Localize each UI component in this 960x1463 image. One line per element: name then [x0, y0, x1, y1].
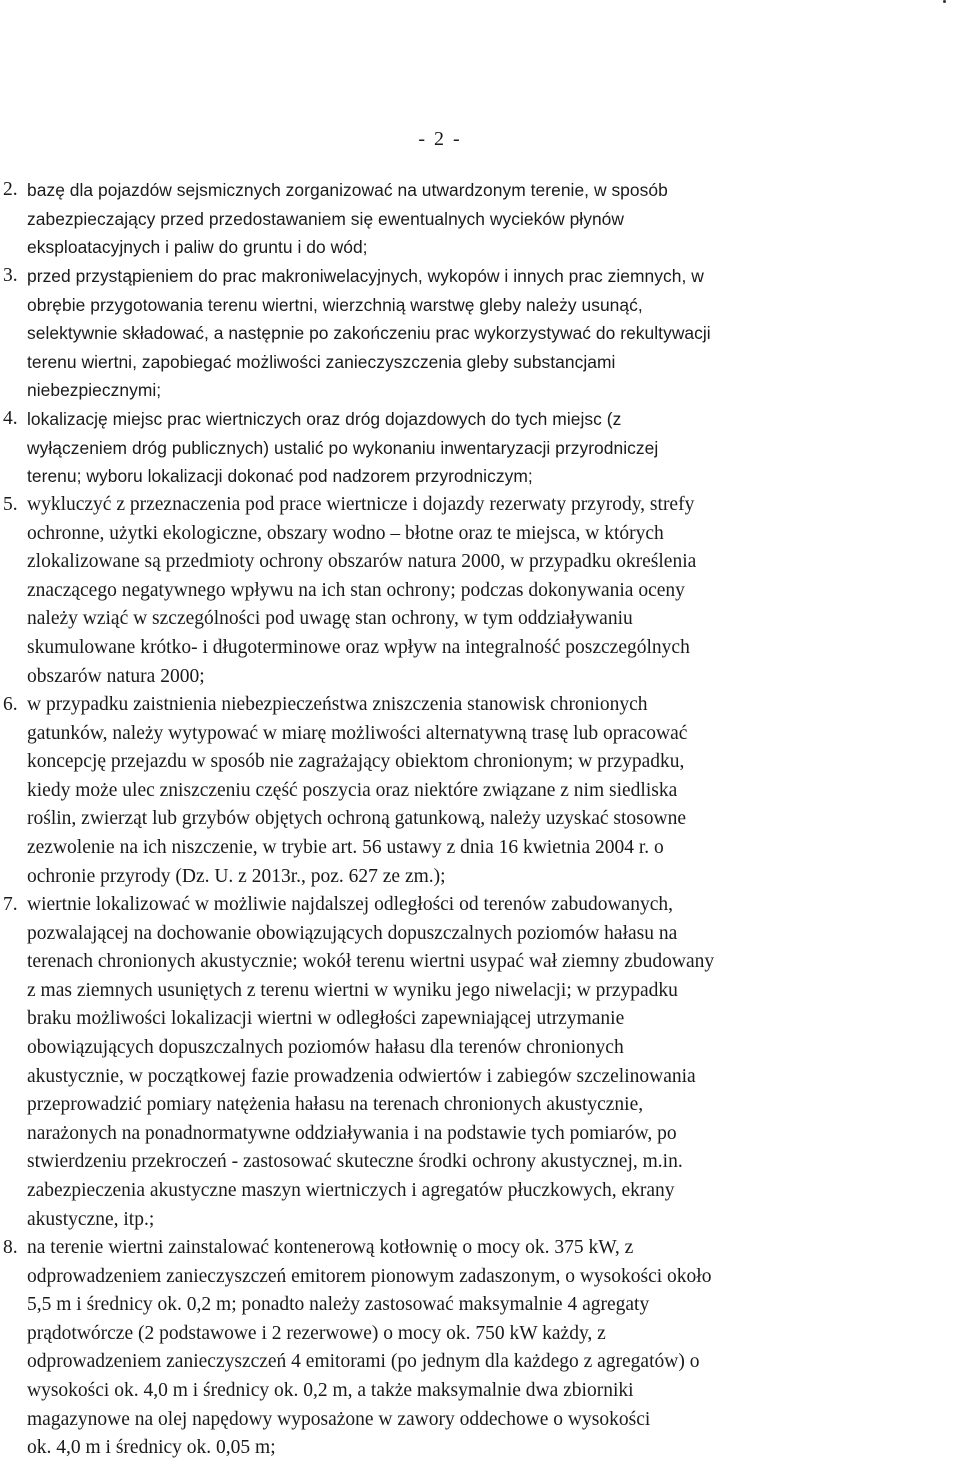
list-item-number: 4. — [3, 408, 18, 429]
list-item-line: akustycznie, w początkowej fazie prowadzenia odwiertów i zabiegów szczelinowania — [27, 1065, 696, 1087]
list-item-line: w przypadku zaistnienia niebezpieczeństwa zniszczenia stanowisk chronionych — [27, 694, 648, 715]
list-item-line: obrębie przygotowania terenu wiertni, wierzchnią warstwę gleby należy usunąć, — [27, 294, 643, 315]
list-item-line: lokalizację miejsc prac wiertniczych oraz dróg dojazdowych do tych miejsc (z — [27, 409, 622, 429]
list-item-line: zabezpieczający przed przedostawaniem się ewentualnych wycieków płynów — [27, 208, 625, 229]
list-item-line: eksploatacyjnych i paliw do gruntu i do wód; — [27, 237, 368, 258]
list-item-line: 5,5 m i średnicy ok. 0,2 m; ponadto należy zastosować maksymalnie 4 agregaty — [27, 1294, 650, 1316]
page-number: - 2 - — [418, 128, 462, 150]
list-item-line: terenu wiertni, zapobiegać możliwości zanieczyszczenia gleby substancjami — [27, 351, 616, 372]
list-item-line: ochronie przyrody (Dz. U. z 2013r., poz. 627 ze zm.); — [27, 865, 446, 887]
list-item-line: zezwolenie na ich niszczenie, w trybie art. 56 ustawy z dnia 16 kwietnia 2004 r. o — [27, 836, 664, 858]
list-item-line: gatunków, należy wytypować w miarę możliwości alternatywną trasę lub opracować — [27, 722, 688, 744]
list-item-line: zabezpieczenia akustyczne maszyn wiertniczych i agregatów płuczkowych, ekrany — [27, 1179, 675, 1201]
list-item-line: wykluczyć z przeznaczenia pod prace wiertnicze i dojazdy rezerwaty przyrody, strefy — [27, 494, 695, 515]
list-item — [0, 1234, 900, 1463]
list-item-line: koncepcję przejazdu w sposób nie zagrażający obiektom chronionym; w przypadku, — [27, 751, 685, 773]
list-item-line: terenu; wyboru lokalizacji dokonać pod nadzorem przyrodniczym; — [27, 466, 533, 487]
list-item-number: 6. — [3, 694, 18, 715]
list-item-line: pozwalającej na dochowanie obowiązujących dopuszczalnych poziomów hałasu na — [27, 922, 678, 944]
list-item-number: 3. — [3, 265, 18, 286]
list-item-line: stwierdzeniu przekroczeń - zastosować skuteczne środki ochrony akustycznej, m.in. — [27, 1151, 683, 1173]
list-item-line: akustyczne, itp.; — [27, 1208, 155, 1230]
list-item-line: zlokalizowane są przedmioty ochrony obszarów natura 2000, w przypadku określenia — [27, 551, 697, 573]
list-item-line: odprowadzeniem zanieczyszczeń 4 emitorami (po jednym dla każdego z agregatów) o — [27, 1351, 700, 1373]
list-item-line: niebezpiecznymi; — [27, 380, 162, 401]
list-item-line: wyłączeniem dróg publicznych) ustalić po wykonaniu inwentaryzacji przyrodniczej — [27, 437, 659, 458]
list-item-line: bazę dla pojazdów sejsmicznych zorganizować na utwardzonym terenie, w sposób — [27, 180, 668, 200]
list-item — [0, 691, 900, 891]
list-item-line: skumulowane krótko- i długoterminowe oraz wpływ na integralność poszczególnych — [27, 636, 690, 658]
list-item-line: selektywnie składować, a następnie po zakończeniu prac wykorzystywać do rekultywacji — [27, 323, 711, 344]
list-item-line: roślin, zwierząt lub grzybów objętych ochroną gatunkową, należy uzyskać stosowne — [27, 808, 687, 830]
list-item-line: z mas ziemnych usuniętych z terenu wiertni w wyniku jego niwelacji; w przypadku — [27, 979, 678, 1001]
list-item-number: 5. — [3, 494, 18, 515]
scan-speck — [943, 0, 946, 3]
list-item — [0, 491, 900, 691]
list-item-number: 7. — [3, 894, 18, 915]
list-item-line: wysokości ok. 4,0 m i średnicy ok. 0,2 m, a także maksymalnie dwa zbiorniki — [27, 1379, 634, 1401]
list-item-line: na terenie wiertni zainstalować kontenerową kotłownię o mocy ok. 375 kW, z — [27, 1237, 634, 1258]
list-item-line: ok. 4,0 m i średnicy ok. 0,05 m; — [27, 1437, 276, 1459]
list-item-line: ochronne, użytki ekologiczne, obszary wodno – błotne oraz te miejsca, w których — [27, 522, 664, 544]
list-item-line: obowiązujących dopuszczalnych poziomów hałasu dla terenów chronionych — [27, 1036, 624, 1058]
list-item-line: prądotwórcze (2 podstawowe i 2 rezerwowe) o mocy ok. 750 kW każdy, z — [27, 1322, 606, 1344]
list-item — [0, 891, 900, 1234]
list-item-line: obszarów natura 2000; — [27, 665, 205, 687]
list-item-number: 8. — [3, 1237, 18, 1258]
list-item-line: należy wziąć w szczególności pod uwagę stan ochrony, w tym oddziaływaniu — [27, 608, 633, 630]
list-item-line: narażonych na ponadnormatywne oddziaływania i na podstawie tych pomiarów, po — [27, 1122, 677, 1144]
list-item-line: kiedy może ulec zniszczeniu część poszycia oraz niektóre związane z nim siedliska — [27, 779, 678, 801]
list-item-line: braku możliwości lokalizacji wiertni w odległości zapewniającej utrzymanie — [27, 1008, 625, 1030]
list-item-line: przeprowadzić pomiary natężenia hałasu na terenach chronionych akustycznie, — [27, 1094, 644, 1116]
list-item-line: przed przystąpieniem do prac makroniwelacyjnych, wykopów i innych prac ziemnych, w — [27, 266, 704, 286]
list-item-number: 2. — [3, 179, 18, 200]
list-item-line: magazynowe na olej napędowy wyposażone w zawory oddechowe o wysokości — [27, 1408, 651, 1430]
list-item-line: znaczącego negatywnego wpływu na ich stan ochrony; podczas dokonywania oceny — [27, 579, 685, 601]
list-item-line: odprowadzeniem zanieczyszczeń emitorem pionowym zadaszonym, o wysokości około — [27, 1265, 712, 1287]
list-item-line: wiertnie lokalizować w możliwie najdalszej odległości od terenów zabudowanych, — [27, 894, 673, 915]
list-item-line: terenach chronionych akustycznie; wokół terenu wiertni usypać wał ziemny zbudowany — [27, 951, 715, 973]
list-item — [0, 262, 900, 405]
list-item — [0, 405, 900, 491]
list-item — [0, 176, 900, 262]
